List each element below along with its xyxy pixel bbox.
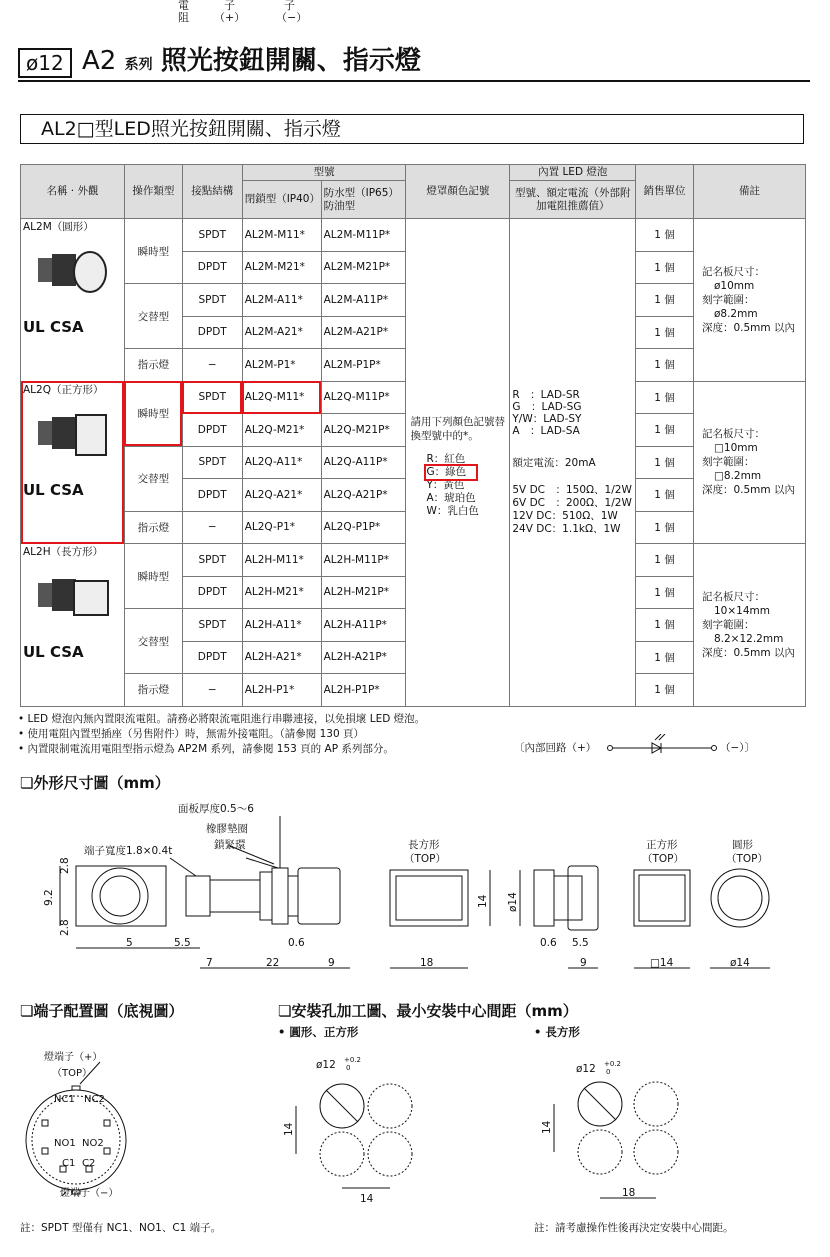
model-closed-cell: AL2H-A21* <box>242 641 321 674</box>
color-note: 請用下列顏色記號替換型號中的*。 <box>410 415 505 442</box>
th-contact: 接點結構 <box>182 165 242 219</box>
view-square-top: （TOP） <box>642 853 685 865</box>
section-subheader: AL2□型LED照光按鈕開關、指示燈 <box>20 114 804 144</box>
model-water-cell: AL2Q-A11P* <box>321 446 406 479</box>
product-cell <box>21 219 125 382</box>
model-water-cell: AL2M-M21P* <box>321 251 406 284</box>
op-type-cell: 瞬時型 <box>124 381 182 446</box>
dim-v5: 5.5 <box>174 937 191 949</box>
dimension-title: ❏外形尺寸圖（mm） <box>20 774 170 792</box>
dim-v13: 0.6 <box>540 937 557 949</box>
hole-tol0-left: 0 <box>346 1064 351 1072</box>
dim-callout-1: 面板厚度0.5〜6 <box>178 803 254 815</box>
model-water-cell: AL2H-P1P* <box>321 674 406 707</box>
color-list <box>426 453 507 518</box>
unit-cell: 1 個 <box>636 316 694 349</box>
unit-cell: 1 個 <box>636 674 694 707</box>
remark-line: 深度：0.5mm 以內 <box>701 484 795 497</box>
th-color: 燈罩顏色記號 <box>406 165 510 219</box>
contact-cell: DPDT <box>182 414 242 447</box>
mounting-title: ❏安裝孔加工圖、最小安裝中心間距（mm） <box>278 1002 578 1020</box>
series-suffix: 系列 <box>124 57 153 73</box>
top-label-5: 子 <box>284 0 295 12</box>
circuit-left: 〔內部回路（+） <box>514 742 597 754</box>
model-water-cell: AL2M-M11P* <box>321 219 406 252</box>
unit-cell: 1 個 <box>636 251 694 284</box>
title-text: 照光按鈕開關、指示燈 <box>160 46 421 76</box>
model-closed-cell: AL2H-P1* <box>242 674 321 707</box>
top-label-6: （−） <box>276 11 308 24</box>
contact-cell: − <box>182 349 242 382</box>
contact-cell: SPDT <box>182 219 242 252</box>
note-2: • 使用電阻內置型插座（另售附件）時，無需外接電阻。（請參閱 130 頁） <box>18 728 364 740</box>
dimension-drawing <box>20 796 810 986</box>
dim-callout-3: 鎖緊環 <box>214 839 246 851</box>
unit-cell: 1 個 <box>636 219 694 252</box>
unit-cell: 1 個 <box>636 284 694 317</box>
op-type-cell: 瞬時型 <box>124 219 182 284</box>
mounting-drawing <box>276 1048 706 1208</box>
hole-dia-left: ø12 <box>316 1059 336 1071</box>
remarks-cell <box>693 544 805 707</box>
op-type-cell: 瞬時型 <box>124 544 182 609</box>
model-closed-cell: AL2Q-A21* <box>242 479 321 512</box>
view-round: 圓形 <box>732 839 753 851</box>
remarks-cell <box>693 219 805 382</box>
led-symbol-icon <box>606 734 718 756</box>
page-header <box>18 44 810 82</box>
size-badge: ø12 <box>18 48 72 78</box>
model-water-cell: AL2H-M21P* <box>321 576 406 609</box>
dim-v15: 9 <box>580 957 587 969</box>
table-row <box>21 219 806 252</box>
pin-no2: NO2 <box>82 1138 104 1149</box>
model-water-cell: AL2M-A11P* <box>321 284 406 317</box>
led-model-item: G ：LAD-SG <box>512 400 582 413</box>
notes-list <box>18 712 425 757</box>
model-closed-cell: AL2H-M11* <box>242 544 321 577</box>
contact-cell: SPDT <box>182 381 242 414</box>
dim-v3: 2.8 <box>59 919 71 936</box>
th-op: 操作類型 <box>124 165 182 219</box>
ul-csa-icon: UL CSA <box>23 318 84 336</box>
circuit-right: （−）〕 <box>720 742 756 754</box>
view-round-top: （TOP） <box>726 853 769 865</box>
hole-tol-left: +0.2 <box>344 1056 361 1064</box>
remark-line: 10×14mm <box>713 604 770 617</box>
contact-cell: − <box>182 511 242 544</box>
lamp-top-label: （TOP） <box>52 1068 93 1079</box>
dim-v14: 5.5 <box>572 937 589 949</box>
dim-v6: 0.6 <box>288 937 305 949</box>
led-model-item: Y/W：LAD-SY <box>512 412 582 425</box>
unit-cell: 1 個 <box>636 576 694 609</box>
dim-v2: 9.2 <box>43 889 55 906</box>
model-closed-cell: AL2M-A21* <box>242 316 321 349</box>
unit-cell: 1 個 <box>636 381 694 414</box>
op-type-cell: 指示燈 <box>124 511 182 544</box>
model-water-cell: AL2M-P1P* <box>321 349 406 382</box>
led-models <box>512 389 633 437</box>
remark-line: ø10mm <box>713 279 755 292</box>
dim-v7: 7 <box>206 957 213 969</box>
model-water-cell: AL2Q-M11P* <box>321 381 406 414</box>
model-water-cell: AL2Q-P1P* <box>321 511 406 544</box>
hole-tol0-right: 0 <box>606 1068 611 1076</box>
model-closed-cell: AL2H-M21* <box>242 576 321 609</box>
th-remarks: 備註 <box>693 165 805 219</box>
contact-cell: DPDT <box>182 576 242 609</box>
top-label-3: 子 <box>224 0 235 12</box>
op-type-cell: 交替型 <box>124 284 182 349</box>
page-title <box>82 46 421 80</box>
model-closed-cell: AL2Q-M11* <box>242 381 321 414</box>
pin-no1: NO1 <box>54 1138 76 1149</box>
pin-c2: C2 <box>82 1158 96 1169</box>
top-label-1: 電 <box>178 0 189 12</box>
th-unit: 銷售單位 <box>636 165 694 219</box>
led-resistor-item: 6V DC ：200Ω、1/2W <box>512 496 632 509</box>
terminal-title: ❏端子配置圖（底視圖） <box>20 1002 184 1020</box>
left-pitch-h: 14 <box>360 1193 374 1205</box>
hole-tol-right: +0.2 <box>604 1060 621 1068</box>
op-type-cell: 指示燈 <box>124 349 182 382</box>
view-rect-top: （TOP） <box>404 853 447 865</box>
color-item: A：琥珀色 <box>426 491 476 504</box>
model-water-cell: AL2Q-M21P* <box>321 414 406 447</box>
contact-cell: DPDT <box>182 316 242 349</box>
contact-cell: DPDT <box>182 479 242 512</box>
color-item: Y：黃色 <box>426 478 465 491</box>
led-resistor-item: 12V DC：510Ω、1W <box>512 509 618 522</box>
unit-cell: 1 個 <box>636 349 694 382</box>
remark-line: 記名板尺寸： <box>701 590 765 603</box>
pin-nc2: NC2 <box>84 1094 105 1105</box>
unit-cell: 1 個 <box>636 446 694 479</box>
lamp-minus-label: 燈端子（−） <box>60 1188 119 1199</box>
model-closed-cell: AL2M-A11* <box>242 284 321 317</box>
dim-v8: 22 <box>266 957 280 969</box>
color-item: W：乳白色 <box>426 504 479 517</box>
note-3: • 內置限制電流用電阻型指示燈為 AP2M 系列，請參閱 153 頁的 AP 系列部分。 <box>18 743 394 755</box>
th-model-water: 防水型（IP65）防油型 <box>321 181 406 219</box>
left-pitch-v: 14 <box>283 1122 295 1136</box>
product-photo-icon <box>32 403 112 465</box>
color-code-cell <box>406 219 510 707</box>
model-water-cell: AL2M-A21P* <box>321 316 406 349</box>
note-1: • LED 燈泡內無內置限流電阻。請務必將限流電阻進行串聯連接，以免損壞 LED 燈泡。 <box>18 713 426 725</box>
remarks-cell <box>693 381 805 544</box>
unit-cell: 1 個 <box>636 414 694 447</box>
unit-cell: 1 個 <box>636 511 694 544</box>
model-closed-cell: AL2Q-P1* <box>242 511 321 544</box>
th-led: 內置 LED 燈泡 <box>510 165 636 181</box>
th-name: 名稱 · 外觀 <box>21 165 125 219</box>
product-photo-icon <box>32 240 112 302</box>
remark-line: 記名板尺寸： <box>701 265 765 278</box>
led-resistor-item: 24V DC：1.1kΩ、1W <box>512 522 621 535</box>
unit-cell: 1 個 <box>636 479 694 512</box>
led-resistor-item: 5V DC ：150Ω、1/2W <box>512 483 632 496</box>
remark-line: 刻字範圍： <box>701 456 755 469</box>
model-closed-cell: AL2M-P1* <box>242 349 321 382</box>
model-closed-cell: AL2M-M11* <box>242 219 321 252</box>
dim-callout-2: 橡膠墊圈 <box>206 823 248 835</box>
hole-dia-right: ø12 <box>576 1063 596 1075</box>
model-water-cell: AL2H-A11P* <box>321 609 406 642</box>
contact-cell: SPDT <box>182 609 242 642</box>
unit-cell: 1 個 <box>636 641 694 674</box>
product-name: AL2M（圓形） <box>23 221 94 233</box>
remark-line: 深度：0.5mm 以內 <box>701 321 795 334</box>
model-closed-cell: AL2Q-A11* <box>242 446 321 479</box>
unit-cell: 1 個 <box>636 544 694 577</box>
led-resistors <box>512 484 633 536</box>
remark-line: 刻字範圍： <box>701 618 755 631</box>
unit-cell: 1 個 <box>636 609 694 642</box>
dim-v17: ø14 <box>730 957 750 969</box>
mounting-note: 註：請考慮操作性後再決定安裝中心間距。 <box>534 1222 734 1234</box>
led-model-item: A ：LAD-SA <box>512 424 580 437</box>
th-model: 型號 <box>242 165 406 181</box>
dim-v4: 5 <box>126 937 133 949</box>
dim-v1: 2.8 <box>59 857 71 874</box>
right-pitch-h: 18 <box>622 1187 636 1199</box>
series-code: A2 <box>82 46 117 76</box>
op-type-cell: 指示燈 <box>124 674 182 707</box>
color-item: G：綠色 <box>426 466 476 479</box>
model-closed-cell: AL2Q-M21* <box>242 414 321 447</box>
product-photo-icon <box>32 565 112 627</box>
mounting-sub-right: • 長方形 <box>534 1025 580 1039</box>
led-cell <box>510 219 636 707</box>
view-square: 正方形 <box>646 839 678 851</box>
contact-cell: SPDT <box>182 544 242 577</box>
dim-v10: 18 <box>420 957 434 969</box>
internal-circuit <box>514 740 804 760</box>
contact-cell: SPDT <box>182 284 242 317</box>
remark-line: □10mm <box>713 442 758 455</box>
remark-line: 刻字範圍： <box>701 293 755 306</box>
op-type-cell: 交替型 <box>124 446 182 511</box>
header-rule <box>18 80 810 82</box>
pin-nc1: NC1 <box>54 1094 75 1105</box>
remark-line: 深度：0.5mm 以內 <box>701 646 795 659</box>
remark-line: □8.2mm <box>713 470 762 483</box>
pin-c1: C1 <box>62 1158 76 1169</box>
th-led-sub: 型號、額定電流（外部附加電阻推薦值） <box>510 181 636 219</box>
remark-line: ø8.2mm <box>713 307 758 320</box>
contact-cell: − <box>182 674 242 707</box>
dim-v12: ø14 <box>507 892 519 912</box>
view-rect: 長方形 <box>408 839 440 851</box>
model-water-cell: AL2Q-A21P* <box>321 479 406 512</box>
dim-v16: □14 <box>650 957 674 969</box>
product-name: AL2H（長方形） <box>23 546 104 558</box>
ul-csa-icon: UL CSA <box>23 480 84 499</box>
spec-table <box>20 164 806 707</box>
model-closed-cell: AL2M-M21* <box>242 251 321 284</box>
dim-callout-4: 端子寬度1.8×0.4t <box>84 845 173 857</box>
contact-cell: DPDT <box>182 641 242 674</box>
product-cell <box>21 381 125 544</box>
model-water-cell: AL2H-A21P* <box>321 641 406 674</box>
dim-v11: 14 <box>477 894 489 908</box>
top-label-4: （+） <box>214 11 246 24</box>
product-cell <box>21 544 125 707</box>
lamp-plus-label: 燈端子（+） <box>44 1052 103 1063</box>
right-pitch-v: 14 <box>541 1120 553 1134</box>
mounting-sub-left: • 圓形、正方形 <box>278 1025 359 1039</box>
color-item: R：紅色 <box>426 452 466 465</box>
remark-line: 8.2×12.2mm <box>713 632 784 645</box>
contact-cell: DPDT <box>182 251 242 284</box>
ul-csa-icon: UL CSA <box>23 643 84 661</box>
led-current: 額定電流：20mA <box>512 456 596 469</box>
contact-cell: SPDT <box>182 446 242 479</box>
th-model-closed: 閉鎖型（IP40） <box>242 181 321 219</box>
dim-v9: 9 <box>328 957 335 969</box>
model-closed-cell: AL2H-A11* <box>242 609 321 642</box>
terminal-diagram <box>20 1040 240 1210</box>
led-model-item: R ：LAD-SR <box>512 388 580 401</box>
op-type-cell: 交替型 <box>124 609 182 674</box>
model-water-cell: AL2H-M11P* <box>321 544 406 577</box>
product-name: AL2Q（正方形） <box>23 383 104 396</box>
terminal-note: 註：SPDT 型僅有 NC1、NO1、C1 端子。 <box>20 1222 222 1234</box>
remark-line: 記名板尺寸： <box>701 428 765 441</box>
top-label-2: 阻 <box>178 11 189 24</box>
